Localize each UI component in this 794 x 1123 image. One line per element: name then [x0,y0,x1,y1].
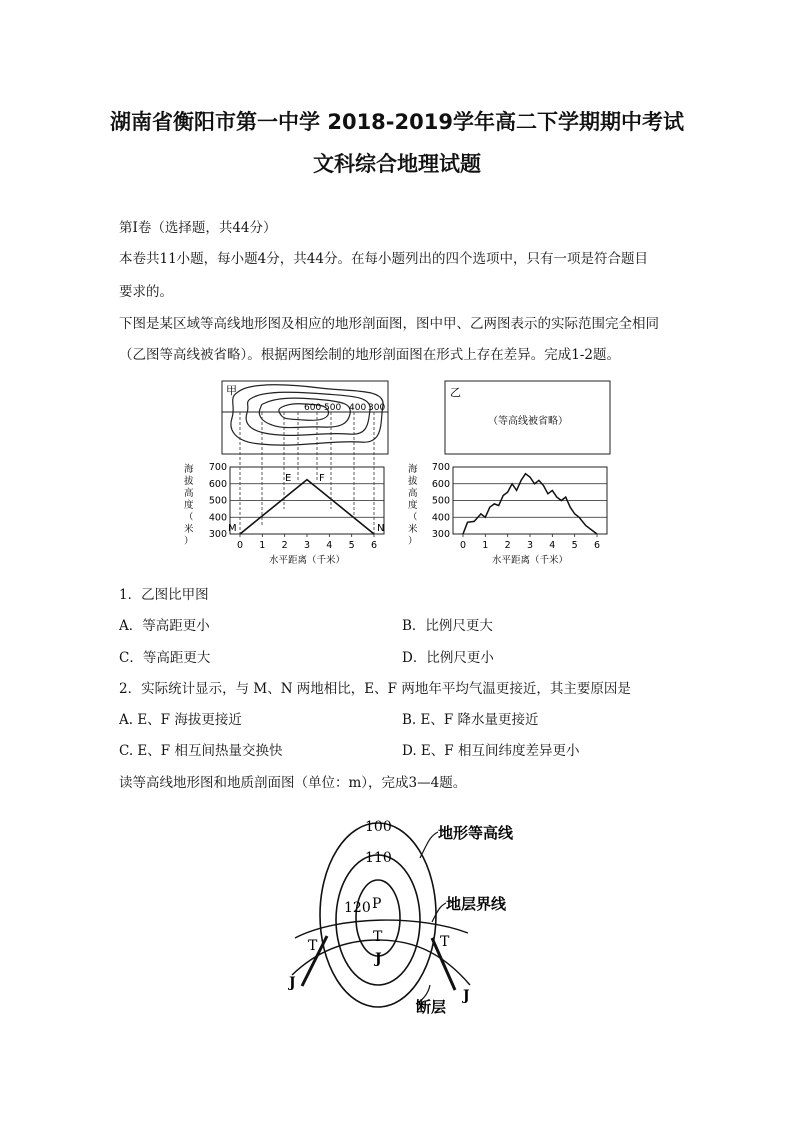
y-tick-left-500: 500 [208,495,227,507]
profile-right-line [463,474,597,534]
label-t-right: T [440,934,450,950]
y-tick-right-500: 500 [431,495,450,507]
q2-option-d[interactable]: D. E、F 相互间纬度差异更小 [402,743,580,759]
map-yi-note: （等高线被省略） [488,416,568,427]
callout-stratum-label: 地层界线 [446,895,507,913]
label-110: 110 [365,850,392,866]
contour-label-600: 600 [304,403,322,413]
svg-text:米: 米 [408,524,418,535]
label-j-center: J [375,951,382,967]
callout-line-contour [420,832,438,858]
label-p: P [372,896,382,912]
x-tick-right-2: 2 [504,540,511,551]
svg-text:拔: 拔 [184,476,194,487]
point-label-e: E [285,473,292,484]
intro-line1: 下图是某区域等高线地形图及相应的地形剖面图，图中甲、乙两图表示的实际范围完全相同 [119,316,659,332]
x-tick-left-6: 6 [370,540,378,551]
svg-text:度: 度 [184,500,194,511]
point-label-m: M [228,523,237,534]
x-tick-right-0: 0 [459,540,467,551]
x-axis-title-right: 水平距离（千米） [491,555,569,566]
x-tick-right-5: 5 [571,540,578,551]
svg-text:拔: 拔 [408,476,418,487]
document-title-line1: 湖南省衡阳市第一中学 2018-2019学年高二下学期期中考试 [110,110,684,134]
instructions-line2: 要求的。 [119,284,173,300]
x-tick-left-5: 5 [348,540,355,551]
callout-fault-label: 断层 [416,998,447,1016]
svg-text:度: 度 [408,500,418,511]
q1-option-b[interactable]: B．比例尺更大 [402,618,493,634]
q2-option-b[interactable]: B. E、F 降水量更接近 [402,712,539,728]
contour-label-300: 300 [368,403,386,413]
y-axis-title-left [184,463,194,547]
callout-contour-label: 地形等高线 [438,824,514,842]
figure-2-geologic-map [280,808,530,1018]
label-t-left: T [308,938,318,954]
svg-text:（: （ [184,512,194,523]
label-j-left: J [289,975,296,991]
document-title-line2: 文科综合地理试题 [313,152,481,176]
x-axis-title-left: 水平距离（千米） [268,555,346,566]
intro-q3-4: 读等高线地形图和地质剖面图（单位：m），完成3—4题。 [119,775,467,791]
y-tick-right-600: 600 [431,478,450,490]
x-tick-left-3: 3 [303,540,311,551]
x-tick-right-3: 3 [526,540,534,551]
label-100: 100 [365,819,392,835]
svg-text:（: （ [408,512,418,523]
svg-text:高: 高 [184,488,194,499]
svg-text:海: 海 [184,464,194,475]
map-jia-label: 甲 [226,384,237,397]
svg-text:海: 海 [408,464,418,475]
point-label-f: F [319,473,325,484]
y-tick-left-400: 400 [208,512,227,524]
x-tick-left-0: 0 [236,540,244,551]
x-tick-right-1: 1 [482,540,489,551]
contour-label-400: 400 [349,403,367,413]
x-tick-left-1: 1 [259,540,266,551]
y-tick-right-300: 300 [431,529,450,540]
figure-1-contour-profile [175,376,625,572]
y-tick-left-300: 300 [208,529,227,540]
y-tick-left-700: 700 [208,462,227,473]
label-j-right: J [463,988,470,1004]
svg-text:）: ） [184,536,194,547]
profile-right [408,462,607,566]
q1-option-a[interactable]: A．等高距更小 [119,618,210,634]
x-tick-right-6: 6 [593,540,601,551]
x-tick-left-4: 4 [326,540,333,551]
q1-option-d[interactable]: D．比例尺更小 [402,650,494,666]
y-tick-left-600: 600 [208,478,227,490]
label-t-center: T [373,929,383,945]
svg-text:高: 高 [408,488,418,499]
projection-lines [240,412,374,534]
intro-line2: （乙图等高线被省略）。根据两图绘制的地形剖面图在形式上存在差异。完成1-2题。 [119,347,620,363]
q2-stem: 2．实际统计显示，与 M、N 两地相比，E、F 两地年平均气温更接近，其主要原因是 [119,681,631,697]
svg-text:）: ） [408,536,418,547]
q2-option-c[interactable]: C. E、F 相互间热量交换快 [119,743,283,759]
y-tick-right-700: 700 [431,462,450,473]
instructions-line1: 本卷共11小题，每小题4分，共44分。在每小题列出的四个选项中，只有一项是符合题目 [119,251,648,267]
y-axis-title-right [408,463,418,547]
section-heading: 第Ⅰ卷（选择题，共44分） [119,220,277,236]
point-label-n: N [377,523,385,534]
y-tick-right-400: 400 [431,512,450,524]
q1-stem: 1．乙图比甲图 [119,587,209,603]
q2-option-a[interactable]: A. E、F 海拔更接近 [119,712,242,728]
map-yi-label: 乙 [450,386,461,399]
svg-text:米: 米 [184,524,194,535]
contour-label-500: 500 [324,403,342,413]
q1-option-c[interactable]: C．等高距更大 [119,650,211,666]
callout-line-stratum [432,903,446,922]
label-120: 120 [344,900,371,916]
x-tick-right-4: 4 [549,540,556,551]
x-tick-left-2: 2 [281,540,288,551]
contour-300 [231,385,386,445]
